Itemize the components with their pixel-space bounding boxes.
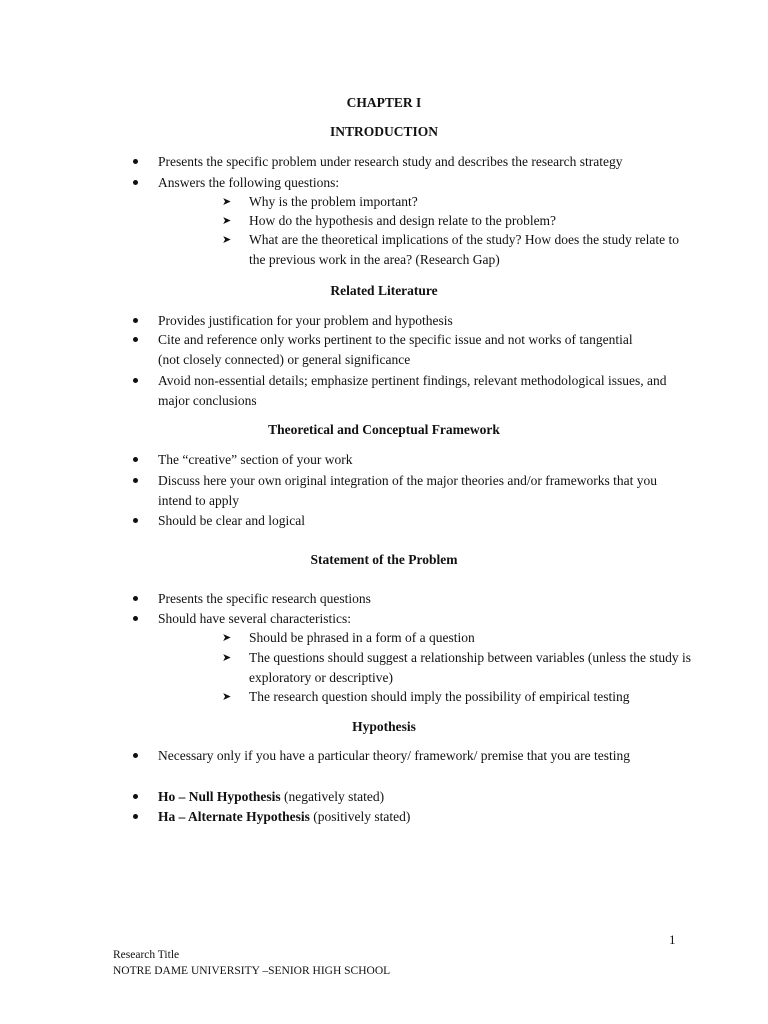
list-item: Discuss here your own original integration of the major theories and/or frameworks that you intend to apply	[158, 471, 673, 511]
problem-heading: Statement of the Problem	[310, 552, 458, 567]
page-number: 1	[669, 932, 676, 947]
alternate-hypothesis-label: Ha – Alternate Hypothesis	[158, 809, 310, 824]
bullet-icon	[133, 318, 138, 323]
bullet-icon	[133, 159, 138, 164]
bullet-icon	[133, 478, 138, 483]
arrow-bullet-icon: ➤	[222, 234, 232, 246]
list-item: Answers the following questions:	[158, 173, 698, 193]
footer-school-name: NOTRE DAME UNIVERSITY –SENIOR HIGH SCHOOL	[113, 965, 391, 977]
list-item: Avoid non-essential details; emphasize pertinent findings, relevant methodological issues, and major conclusions	[158, 371, 668, 411]
bullet-icon	[133, 180, 138, 185]
list-item: Provides justification for your problem and hypothesis	[158, 311, 698, 331]
bullet-icon	[133, 378, 138, 383]
sub-list-item: ➤ How do the hypothesis and design relate to the problem?	[249, 211, 699, 231]
bullet-icon	[133, 616, 138, 621]
sub-list-item: ➤ What are the theoretical implications of the study? How does the study relate to the previous work in the area? (Research Gap)	[222, 232, 679, 267]
related-literature-heading: Related Literature	[330, 283, 438, 298]
bullet-icon	[133, 794, 138, 799]
bullet-icon	[133, 814, 138, 819]
bullet-icon	[133, 518, 138, 523]
introduction-heading: INTRODUCTION	[329, 124, 438, 139]
arrow-bullet-icon: ➤	[222, 215, 232, 227]
list-item: Presents the specific problem under research study and describes the research strategy	[158, 152, 698, 172]
arrow-bullet-icon: ➤	[222, 691, 232, 703]
framework-heading: Theoretical and Conceptual Framework	[268, 422, 500, 437]
sub-list-item: ➤ Should be phrased in a form of a question	[249, 628, 699, 648]
list-item: Ho – Null Hypothesis (negatively stated)	[158, 787, 698, 807]
bullet-icon	[133, 337, 138, 342]
arrow-bullet-icon: ➤	[222, 652, 232, 664]
sub-list-item: ➤ The research question should imply the possibility of empirical testing	[249, 687, 709, 707]
list-item: Should be clear and logical	[158, 511, 698, 531]
list-item: Presents the specific research questions	[158, 589, 698, 609]
list-item: The “creative” section of your work	[158, 450, 698, 470]
list-item: Cite and reference only works pertinent to the specific issue and not works of tangential (not closely connected) or general significance	[158, 330, 638, 370]
bullet-icon	[133, 596, 138, 601]
null-hypothesis-label: Ho – Null Hypothesis	[158, 789, 281, 804]
bullet-icon	[133, 753, 138, 758]
hypothesis-heading: Hypothesis	[352, 719, 416, 734]
arrow-bullet-icon: ➤	[222, 632, 232, 644]
bullet-icon	[133, 457, 138, 462]
list-item: Should have several characteristics:	[158, 609, 698, 629]
sub-list-item: ➤ Why is the problem important?	[249, 192, 699, 212]
footer-research-title: Research Title	[113, 949, 180, 961]
sub-list-item: ➤ The questions should suggest a relationship between variables (unless the study is exploratory or descriptive)	[222, 650, 692, 685]
list-item: Ha – Alternate Hypothesis (positively stated)	[158, 807, 698, 827]
chapter-heading: CHAPTER I	[346, 95, 422, 110]
arrow-bullet-icon: ➤	[222, 196, 232, 208]
list-item: Necessary only if you have a particular theory/ framework/ premise that you are testing	[158, 746, 648, 766]
